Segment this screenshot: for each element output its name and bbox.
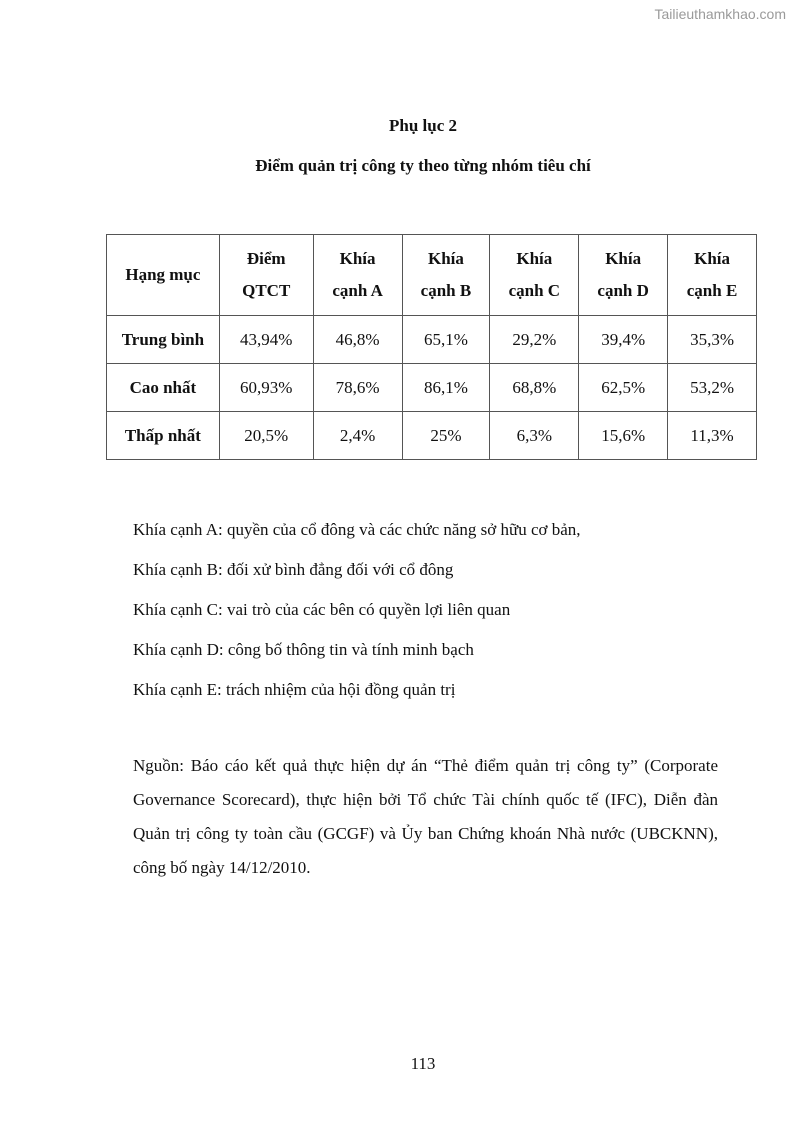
source-paragraph: Nguồn: Báo cáo kết quả thực hiện dự án “Thẻ điểm quản trị công ty” (Corporate Governance Scorecard), thực hiện bởi Tổ chức Tài chính quốc tế (IFC), Diễn đàn Quản trị công ty toàn cầu (GCGF) và Ủy ban Chứng khoán Nhà nước (UBCKNN), công bố ngày 14/12/2010. [133,756,718,877]
table-cell: 62,5% [579,364,668,412]
header-category: Hạng mục [107,235,220,316]
note-line: Khía cạnh B: đối xử bình đẳng đối với cổ đông [133,560,454,579]
table-header-row [107,235,757,316]
row-label: Trung bình [107,316,220,364]
header-col-c: Khía cạnh C [490,235,579,316]
table-cell: 65,1% [402,316,490,364]
row-label: Thấp nhất [107,412,220,460]
table-cell: 43,94% [219,316,313,364]
appendix-title: Phụ lục 2 [388,116,458,135]
table-cell: 11,3% [668,412,757,460]
table-cell: 53,2% [668,364,757,412]
table-title: Điểm quản trị công ty theo từng nhóm tiêu chí [255,156,591,175]
table-cell: 6,3% [490,412,579,460]
note-line: Khía cạnh C: vai trò của các bên có quyền lợi liên quan [133,600,511,619]
note-line: Khía cạnh A: quyền của cổ đông và các chức năng sở hữu cơ bản, [133,520,581,539]
row-label: Cao nhất [107,364,220,412]
header-col-b: Khía cạnh B [402,235,490,316]
header-col-a: Khía cạnh A [313,235,402,316]
table-cell: 46,8% [313,316,402,364]
table-cell: 39,4% [579,316,668,364]
scores-table [106,234,757,460]
table-cell: 15,6% [579,412,668,460]
table-cell: 25% [402,412,490,460]
table-cell: 60,93% [219,364,313,412]
note-line: Khía cạnh D: công bố thông tin và tính minh bạch [133,640,474,659]
table-cell: 29,2% [490,316,579,364]
table-cell: 68,8% [490,364,579,412]
page-number: 113 [410,1054,436,1073]
table-row [107,316,757,364]
note-line: Khía cạnh E: trách nhiệm của hội đồng quản trị [133,680,456,699]
aspect-notes [133,510,581,710]
header-col-e: Khía cạnh E [668,235,757,316]
watermark: Tailieuthamkhao.com [654,6,786,22]
table-row [107,412,757,460]
table-cell: 35,3% [668,316,757,364]
table-cell: 86,1% [402,364,490,412]
header-col-d: Khía cạnh D [579,235,668,316]
table-cell: 2,4% [313,412,402,460]
table-row [107,364,757,412]
header-col-qtct: Điểm QTCT [219,235,313,316]
table-cell: 78,6% [313,364,402,412]
table-cell: 20,5% [219,412,313,460]
